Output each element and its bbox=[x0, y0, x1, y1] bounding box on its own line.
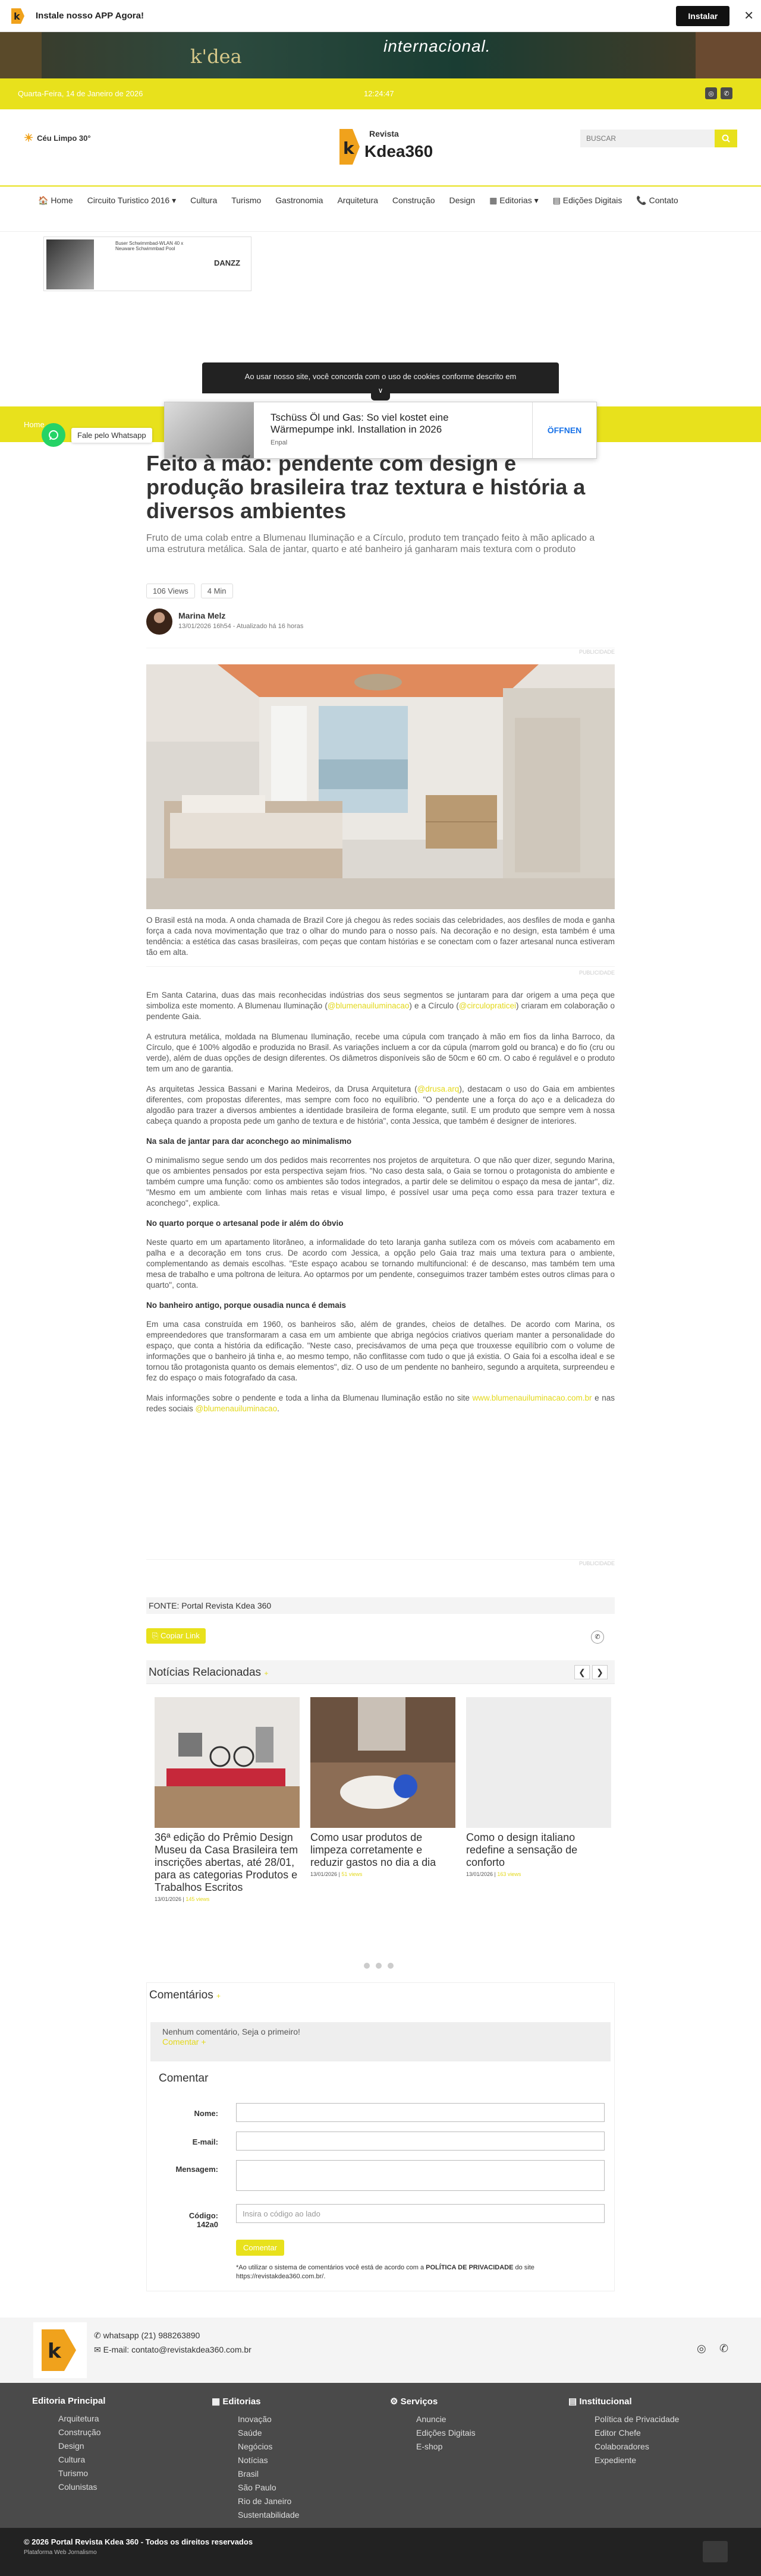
name-label: Nome: bbox=[194, 2109, 218, 2118]
related-card-title[interactable]: 36ª edição do Prêmio Design Museu da Casa Brasileira tem inscrições abertas, até 28/01, para as categorias Produtos e Trabalhos Escritos bbox=[155, 1831, 298, 1893]
breadcrumb[interactable]: Home bbox=[24, 420, 45, 429]
related-card-meta: 13/01/2026 | 51 views bbox=[310, 1871, 363, 1877]
footer-col-title: Editoria Principal bbox=[32, 2396, 106, 2406]
footer-link[interactable]: Inovação bbox=[238, 2414, 272, 2424]
footer-link[interactable]: Brasil bbox=[238, 2469, 259, 2479]
paragraph: Mais informações sobre o pendente e toda a linha da Blumenau Iluminação estão no site www.blumenauiluminacao.com.br e nas redes sociais @blumenauiluminacao. bbox=[146, 1393, 615, 1413]
copy-link-button[interactable]: ⎘ Copiar Link bbox=[146, 1628, 206, 1644]
platform[interactable]: Plataforma Web Jornalismo bbox=[24, 2549, 97, 2556]
banner-brand: k'dea bbox=[190, 45, 242, 68]
footer-link[interactable]: E-shop bbox=[416, 2442, 443, 2451]
pub-label: PUBLICIDADE bbox=[146, 1559, 615, 1566]
nav-construcao[interactable]: Construção bbox=[392, 196, 435, 205]
message-input[interactable] bbox=[236, 2160, 605, 2191]
footer-link[interactable]: Notícias bbox=[238, 2455, 268, 2465]
banner-photo-left bbox=[0, 32, 42, 78]
related-card-meta: 13/01/2026 | 163 views bbox=[466, 1871, 521, 1877]
nav-turismo[interactable]: Turismo bbox=[231, 196, 262, 205]
footer-col bbox=[568, 2396, 679, 2466]
nav-editorias[interactable]: ▦ Editorias ▾ bbox=[489, 196, 539, 205]
article-source: FONTE: Portal Revista Kdea 360 bbox=[146, 1597, 615, 1614]
footer-link[interactable]: Cultura bbox=[58, 2455, 86, 2464]
footer-link[interactable]: Design bbox=[58, 2441, 84, 2451]
footer-link[interactable]: Anuncie bbox=[416, 2414, 446, 2424]
related-card-meta: 13/01/2026 | 145 views bbox=[155, 1896, 210, 1902]
carousel-dot[interactable] bbox=[376, 1963, 382, 1969]
comment-link[interactable]: Comentar + bbox=[162, 2037, 206, 2047]
pub-label: PUBLICIDADE bbox=[146, 648, 615, 655]
link[interactable]: @circulopraticei bbox=[458, 1001, 517, 1010]
nav-home[interactable]: 🏠 Home bbox=[38, 196, 73, 205]
whatsapp-share-icon[interactable]: ✆ bbox=[591, 1631, 604, 1644]
captcha-code: 142a0 bbox=[196, 2220, 218, 2229]
name-input[interactable] bbox=[236, 2103, 605, 2122]
nav-cultura[interactable]: Cultura bbox=[190, 196, 218, 205]
document-icon: ▤ bbox=[568, 2397, 580, 2407]
avatar bbox=[146, 608, 172, 635]
carousel-dot[interactable] bbox=[388, 1963, 394, 1969]
instagram-icon[interactable]: ◎ bbox=[697, 2342, 706, 2354]
comments-section bbox=[146, 1982, 615, 2291]
paragraph: O minimalismo segue sendo um dos pedidos mais recorrentes nos projetos de arquitetura. O que não quer dizer, segundo Marina, que os ambientes pensados por esta perspectiva sejam frios. "No caso desta sala, o Gaia se tornou o protagonista do ambiente e também cumpre uma função: como os ambientes são todos integrados, a partir dele se delimitou o espaço da mesa de jantar", diz. "Mesmo em um ambiente com linhas mais retas e visual limpo, é possível usar uma peça como essa para trazer textura e aconchego", explica. bbox=[146, 1156, 615, 1207]
footer-top bbox=[0, 2318, 761, 2383]
email-label: E-mail: bbox=[192, 2137, 218, 2146]
no-comments-text: Nenhum comentário, Seja o primeiro! bbox=[162, 2027, 300, 2036]
footer-col bbox=[390, 2396, 476, 2452]
popup-ad-cta[interactable]: ÖFFNEN bbox=[532, 402, 596, 458]
current-date: Quarta-Feira, 14 de Janeiro de 2026 bbox=[18, 89, 143, 98]
sun-icon: ☀ bbox=[24, 132, 34, 144]
related-header bbox=[146, 1660, 615, 1684]
paragraph: As arquitetas Jessica Bassani e Marina Medeiros, da Drusa Arquitetura (@drusa.arq), destacam o uso do Gaia em ambientes diferentes, com propostas diferentes, mas sempre com foco no equilíbrio. "O pendente une a força do aço e a delicadeza do algodão para trazer a diversos ambientes a identidade brasileira de forma elegante, sutil. E um produto que sempre vem à nossa cabeça quando a proposta pede um ganho de textura e de história", conta Jessica, que também é designer de interiores. bbox=[146, 1084, 615, 1125]
message-label: Mensagem: bbox=[175, 2165, 218, 2174]
ad-brand: DANZZ bbox=[214, 258, 241, 267]
footer-col bbox=[32, 2396, 105, 2493]
whatsapp-float-label[interactable]: Fale pelo Whatsapp bbox=[71, 428, 152, 443]
pub-label: PUBLICIDADE bbox=[146, 966, 615, 973]
sidebar-ad[interactable] bbox=[43, 237, 251, 291]
footer-link[interactable]: Expediente bbox=[595, 2455, 637, 2465]
link[interactable]: www.blumenauiluminacao.com.br bbox=[472, 1393, 592, 1402]
footer-col-title: ▤ Institucional bbox=[568, 2397, 632, 2407]
nav-circuito[interactable]: Circuito Turistico 2016 ▾ bbox=[87, 196, 177, 205]
footer-col-title: ⚙ Serviços bbox=[390, 2397, 438, 2407]
footer-links bbox=[0, 2383, 761, 2528]
cookie-chevron-icon[interactable]: ∨ bbox=[371, 386, 390, 401]
logo-name: Kdea360 bbox=[364, 142, 433, 160]
related-card[interactable] bbox=[466, 1697, 611, 1877]
related-card-title[interactable]: Como usar produtos de limpeza corretamente e reduzir gastos no dia a dia bbox=[310, 1831, 436, 1868]
footer-link[interactable]: Sustentabilidade bbox=[238, 2510, 300, 2520]
install-close-icon[interactable]: ✕ bbox=[744, 10, 754, 23]
footer-link[interactable]: Negócios bbox=[238, 2442, 273, 2451]
paragraph: Em Santa Catarina, duas das mais reconhecidas indústrias dos seus segmentos se juntaram para dar origem a uma peça que simboliza este momento. A Blumenau Iluminação (@blumenauiluminacao) e a Círculo (@circulopraticei) criaram em colaboração o pendente Gaia. bbox=[146, 991, 615, 1021]
article-stats bbox=[146, 584, 233, 598]
chat-widget-icon[interactable] bbox=[703, 2541, 728, 2562]
weather-widget bbox=[24, 132, 91, 144]
site-logo[interactable] bbox=[337, 123, 433, 171]
svg-text:k: k bbox=[48, 2339, 61, 2363]
footer-link[interactable]: Colunistas bbox=[58, 2482, 98, 2492]
footer-whatsapp[interactable]: ✆ whatsapp (21) 988263890 bbox=[94, 2331, 200, 2340]
footer-link[interactable]: Rio de Janeiro bbox=[238, 2496, 292, 2506]
article-subtitle: Fruto de uma colab entre a Blumenau Iluminação e a Círculo, produto tem trançado feito à mão aplicado a uma estrutura metálica. Sala de jantar, quarto e até banheiro já ganharam mais textura com o produto bbox=[146, 533, 595, 554]
ad-image bbox=[46, 239, 94, 289]
whatsapp-icon[interactable]: ✆ bbox=[721, 87, 732, 99]
nav-arquitetura[interactable]: Arquitetura bbox=[337, 196, 378, 205]
footer-col bbox=[212, 2396, 300, 2521]
main-nav bbox=[0, 185, 761, 232]
next-arrow-icon[interactable]: ❯ bbox=[592, 1665, 608, 1679]
code-input[interactable]: Insira o código ao lado bbox=[236, 2204, 605, 2223]
carousel-dots[interactable] bbox=[364, 1963, 394, 1969]
app-logo-icon bbox=[7, 5, 29, 27]
code-label: Código: 142a0 bbox=[159, 2211, 218, 2229]
article-header bbox=[146, 452, 615, 555]
footer-link[interactable]: Arquitetura bbox=[58, 2414, 99, 2423]
whatsapp-icon[interactable]: ✆ bbox=[719, 2342, 729, 2354]
related-image bbox=[466, 1697, 611, 1828]
link[interactable]: @drusa.arq bbox=[417, 1084, 460, 1093]
banner-photo-right bbox=[696, 32, 761, 78]
readtime-badge: 4 Min bbox=[201, 584, 233, 598]
article-date: 13/01/2026 16h54 - Atualizado há 16 horas bbox=[178, 623, 304, 630]
nav-gastronomia[interactable]: Gastronomia bbox=[275, 196, 323, 205]
article-title: Feito à mão: pendente com design e produção brasileira traz textura e história a diversos ambientes bbox=[146, 451, 586, 523]
install-app-bar bbox=[0, 0, 761, 32]
paragraph: A estrutura metálica, moldada na Blumenau Iluminação, recebe uma cúpula com trançado à mão em fios da linha Barroco, da Círculo, que é 100% algodão e produzida no Brasil. As variações incluem a cor da cúpula (marrom gold ou branca) e do fio (cru ou verde), além de duas opções de design diferentes. Os diâmetros disponíveis são de 50cm e 60 cm. O cabo é regulável e o produto tem um ano de garantia. bbox=[146, 1032, 615, 1073]
whatsapp-float-icon[interactable] bbox=[42, 423, 65, 447]
comments-title: Comentários + bbox=[149, 1989, 221, 2001]
popup-ad-sponsor: Enpal bbox=[271, 439, 288, 446]
instagram-icon[interactable]: ◎ bbox=[705, 87, 717, 99]
popup-ad-title: Tschüss Öl und Gas: So viel kostet eine Wärmepumpe inkl. Installation in 2026 bbox=[271, 412, 449, 435]
search-input[interactable] bbox=[580, 130, 715, 147]
privacy-note: *Ao utilizar o sistema de comentários você está de acordo com a POLÍTICA DE PRIVACIDADE do site https://revistakdea360.com.br/. bbox=[236, 2264, 534, 2280]
mail-icon: ✉ bbox=[94, 2345, 103, 2354]
whatsapp-icon: ✆ bbox=[94, 2331, 103, 2340]
copyright: © 2026 Portal Revista Kdea 360 - Todos os direitos reservados bbox=[24, 2537, 253, 2546]
views-badge: 106 Views bbox=[146, 584, 195, 598]
image-caption: O Brasil está na moda. A onda chamada de Brazil Core já chegou às redes sociais das celebridades, aos desfiles de moda e ganha força a cada nova movimentação que traz o olhar do mundo para o nosso país. Na decoração e no design, esta também é uma tendência: a estética das casas brasileiras, com peças que contam histórias e se conectam com o fazer artesanal nunca estiveram tão em alta. bbox=[146, 916, 615, 957]
banner-text: internacional. bbox=[383, 37, 491, 55]
weather-label: Céu Limpo 30° bbox=[37, 134, 91, 143]
whatsapp-float[interactable] bbox=[42, 423, 152, 447]
footer-link[interactable]: Construção bbox=[58, 2427, 101, 2437]
current-time: 12:24:47 bbox=[364, 89, 394, 98]
section-heading: No quarto porque o artesanal pode ir além do óbvio bbox=[146, 1219, 344, 1228]
related-card-title[interactable]: Como o design italiano redefine a sensação de conforto bbox=[466, 1831, 578, 1868]
popup-ad[interactable] bbox=[164, 402, 597, 459]
footer-link[interactable]: Edições Digitais bbox=[416, 2428, 476, 2438]
nav-design[interactable]: Design bbox=[449, 196, 476, 205]
footer-logo[interactable] bbox=[33, 2322, 87, 2378]
cookie-text: Ao usar nosso site, você concorda com o uso de cookies conforme descrito em bbox=[244, 372, 517, 381]
comment-form-title: Comentar bbox=[159, 2072, 209, 2085]
article-main-image bbox=[146, 664, 615, 909]
footer-link[interactable]: Turismo bbox=[58, 2468, 89, 2478]
author-name[interactable]: Marina Melz bbox=[178, 611, 226, 620]
search-box bbox=[580, 130, 737, 147]
link[interactable]: @blumenauiluminacao bbox=[195, 1404, 278, 1413]
article-body bbox=[146, 915, 615, 1424]
link[interactable]: @blumenauiluminacao bbox=[327, 1001, 410, 1010]
footer-link[interactable]: Colaboradores bbox=[595, 2442, 649, 2451]
svg-text:k: k bbox=[343, 138, 354, 158]
no-comments-box bbox=[150, 2022, 611, 2061]
install-message: Instale nosso APP Agora! bbox=[36, 11, 144, 21]
footer-bottom bbox=[0, 2528, 761, 2576]
gear-icon: ⚙ bbox=[390, 2397, 401, 2407]
related-title: Notícias Relacionadas + bbox=[149, 1666, 269, 1679]
paragraph: Neste quarto em um apartamento litorâneo, a informalidade do teto laranja ganha sutileza com os móveis com acabamento em palha e a decoração em tons crus. De acordo com Jessica, a opção pelo Gaia traz mais uma textura para o ambiente, complementando as demais escolhas. "Este espaço acabou se tornando multifuncional: é de descanso, mas também tem uma mesa de trabalho e uma poltrona de leitura. Ao optarmos por um pendente, conseguimos trazer também estes outros climas para o quarto", conta. bbox=[146, 1238, 615, 1289]
footer-link[interactable]: Saúde bbox=[238, 2428, 262, 2438]
related-image bbox=[155, 1697, 300, 1828]
related-card[interactable] bbox=[155, 1697, 300, 1902]
logo-top: Revista bbox=[369, 129, 399, 138]
related-card[interactable] bbox=[310, 1697, 455, 1877]
privacy-link[interactable]: POLÍTICA DE PRIVACIDADE bbox=[426, 2264, 514, 2271]
svg-text:k: k bbox=[14, 10, 20, 22]
footer-email[interactable]: ✉ E-mail: contato@revistakdea360.com.br bbox=[94, 2345, 251, 2354]
carousel-dot[interactable] bbox=[364, 1963, 370, 1969]
plus-icon: + bbox=[216, 1992, 221, 2000]
install-button[interactable]: Instalar bbox=[676, 6, 729, 26]
date-bar bbox=[0, 78, 761, 109]
cookie-banner bbox=[202, 362, 559, 393]
popup-ad-image bbox=[165, 402, 254, 458]
plus-icon: + bbox=[264, 1669, 269, 1678]
related-image bbox=[310, 1697, 455, 1828]
nav-contato[interactable]: 📞 Contato bbox=[636, 196, 678, 205]
footer-link[interactable]: Política de Privacidade bbox=[595, 2414, 680, 2424]
author-block bbox=[146, 608, 303, 635]
submit-comment-button[interactable]: Comentar bbox=[236, 2240, 284, 2256]
list-icon: ▦ bbox=[212, 2397, 223, 2407]
email-input[interactable] bbox=[236, 2132, 605, 2151]
footer-link[interactable]: São Paulo bbox=[238, 2483, 276, 2492]
paragraph: Em uma casa construída em 1960, os banheiros são, além de grandes, cheios de detalhes. De acordo com Marina, os empreendedores que transformaram a casa em um ambiente que abriga negócios criativos queriam manter a personalidade do espaço, que conta a história da edificação. "Neste caso, precisávamos de uma peça que trouxesse equilíbrio com o volume de informações que o banheiro já tinha e, ao mesmo tempo, não conflitasse com tudo o que já existia. O Gaia foi a escolha ideal e se tornou tão protagonista quanto os demais elementos", diz. O uso de um pendente no banheiro, segundo a arquiteta, surpreendeu e fez do espaço o mais fotografado da casa. bbox=[146, 1320, 615, 1382]
section-heading: No banheiro antigo, porque ousadia nunca é demais bbox=[146, 1301, 347, 1310]
ad-text: Buser Schwimmbad-WLAN 40 x Neuware Schwimmbad Pool bbox=[115, 241, 184, 251]
footer-link[interactable]: Editor Chefe bbox=[595, 2428, 641, 2438]
top-banner-ad[interactable] bbox=[0, 32, 761, 78]
nav-edicoes[interactable]: ▤ Edições Digitais bbox=[552, 196, 622, 205]
prev-arrow-icon[interactable]: ❮ bbox=[574, 1665, 590, 1679]
section-heading: Na sala de jantar para dar aconchego ao minimalismo bbox=[146, 1137, 352, 1146]
search-icon[interactable] bbox=[715, 130, 737, 147]
footer-col-title: ▦ Editorias bbox=[212, 2397, 261, 2407]
